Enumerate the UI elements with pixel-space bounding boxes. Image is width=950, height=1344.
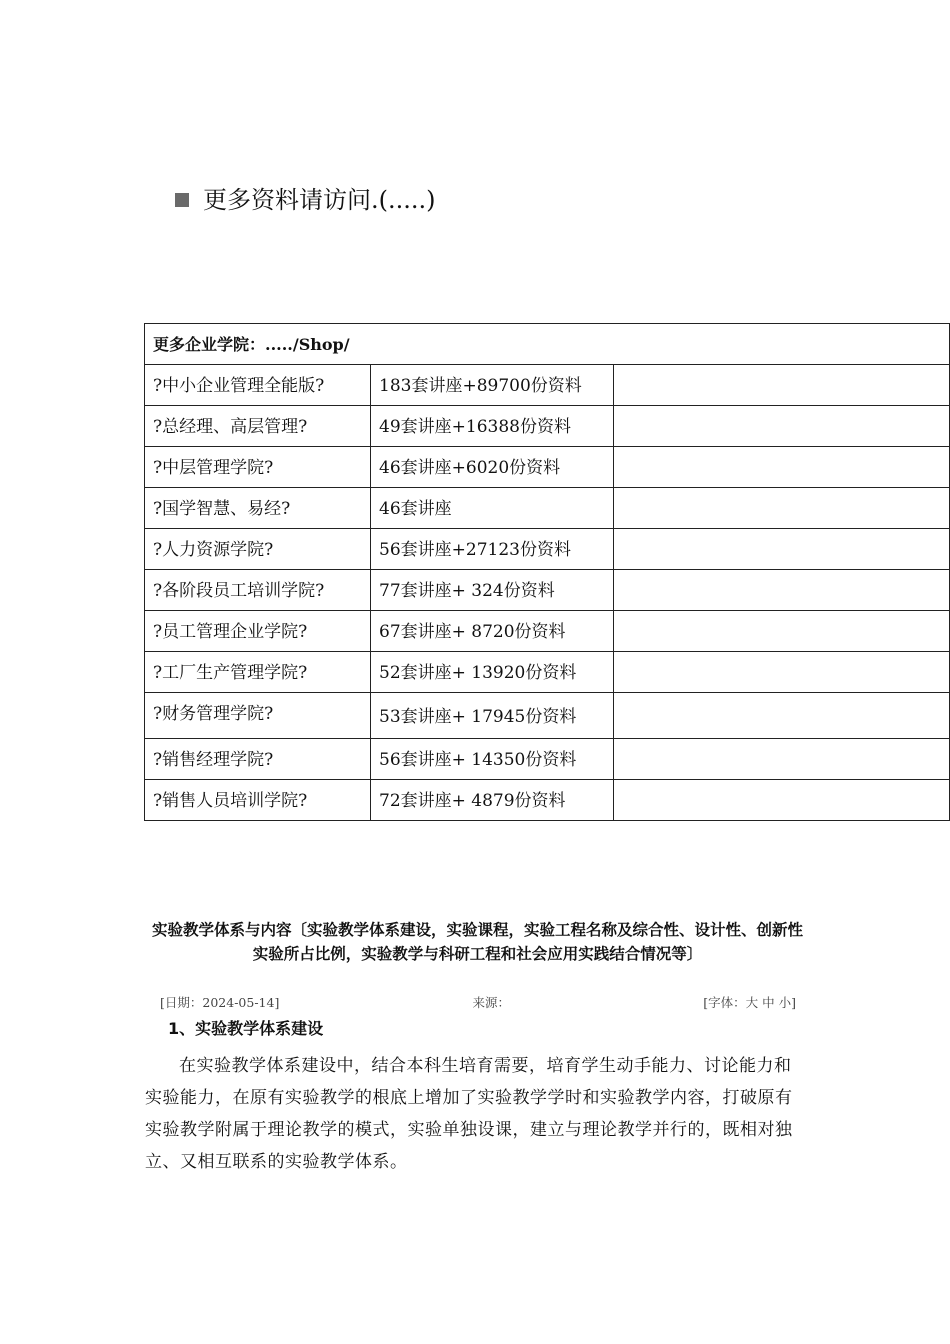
empty-cell [614, 693, 950, 739]
table-row [145, 529, 950, 570]
table-row [145, 611, 950, 652]
empty-cell [614, 652, 950, 693]
course-contents-cell: 56套讲座+27123份资料 [371, 529, 614, 570]
table-row [145, 652, 950, 693]
course-name-cell[interactable]: ?中小企业管理全能版? [145, 365, 371, 406]
table-row [145, 570, 950, 611]
empty-cell [614, 488, 950, 529]
course-catalog-table [144, 323, 950, 821]
table-row [145, 365, 950, 406]
course-name-cell[interactable]: ?财务管理学院? [145, 693, 371, 739]
table-row [145, 488, 950, 529]
table-row [145, 693, 950, 739]
course-name-cell[interactable]: ?员工管理企业学院? [145, 611, 371, 652]
empty-cell [614, 780, 950, 821]
course-name-cell[interactable]: ?销售人员培训学院? [145, 780, 371, 821]
course-name-cell[interactable]: ?总经理、高层管理? [145, 406, 371, 447]
course-contents-cell: 46套讲座 [371, 488, 614, 529]
empty-cell [614, 365, 950, 406]
course-name-cell[interactable]: ?各阶段员工培训学院? [145, 570, 371, 611]
table-row [145, 406, 950, 447]
table-header-row [145, 324, 950, 365]
catalog-header[interactable]: 更多企业学院：...../Shop/ [145, 324, 950, 365]
course-contents-cell: 67套讲座+ 8720份资料 [371, 611, 614, 652]
table-row [145, 739, 950, 780]
course-contents-cell: 77套讲座+ 324份资料 [371, 570, 614, 611]
empty-cell [614, 529, 950, 570]
article-meta [160, 993, 796, 1011]
course-name-cell[interactable]: ?人力资源学院? [145, 529, 371, 570]
more-resources-link[interactable] [175, 184, 436, 216]
course-contents-cell: 72套讲座+ 4879份资料 [371, 780, 614, 821]
course-contents-cell: 46套讲座+6020份资料 [371, 447, 614, 488]
course-name-cell[interactable]: ?中层管理学院? [145, 447, 371, 488]
empty-cell [614, 739, 950, 780]
empty-cell [614, 406, 950, 447]
course-contents-cell: 183套讲座+89700份资料 [371, 365, 614, 406]
table-row [145, 447, 950, 488]
article-title: 实验教学体系与内容〔实验教学体系建设，实验课程，实验工程名称及综合性、设计性、创新性实验所占比例，实验教学与科研工程和社会应用实践结合情况等〕 [151, 921, 803, 963]
table-row [145, 780, 950, 821]
empty-cell [614, 611, 950, 652]
article-date: [日期：2024-05-14] [160, 995, 280, 1010]
course-contents-cell: 53套讲座+ 17945份资料 [371, 693, 614, 739]
square-bullet-icon [175, 193, 189, 207]
course-name-cell[interactable]: ?国学智慧、易经? [145, 488, 371, 529]
course-name-cell[interactable]: ?工厂生产管理学院? [145, 652, 371, 693]
article-paragraph: 在实验教学体系建设中，结合本科生培育需要，培育学生动手能力、讨论能力和实验能力，在原有实验教学的根底上增加了实验教学学时和实验教学内容，打破原有实验教学附属于理论教学的模式，实验单独设课，建立与理论教学并行的，既相对独立、又相互联系的实验教学体系。 [145, 1056, 793, 1172]
course-contents-cell: 49套讲座+16388份资料 [371, 406, 614, 447]
empty-cell [614, 447, 950, 488]
course-name-cell[interactable]: ?销售经理学院? [145, 739, 371, 780]
more-resources-text: 更多资料请访问.(.....) [203, 186, 436, 214]
article-source: 来源： [472, 995, 511, 1010]
course-contents-cell: 56套讲座+ 14350份资料 [371, 739, 614, 780]
section-heading: 1、实验教学体系建设 [168, 1019, 324, 1038]
font-size-switcher[interactable]: [字体：大 中 小] [703, 995, 796, 1010]
empty-cell [614, 570, 950, 611]
course-contents-cell: 52套讲座+ 13920份资料 [371, 652, 614, 693]
